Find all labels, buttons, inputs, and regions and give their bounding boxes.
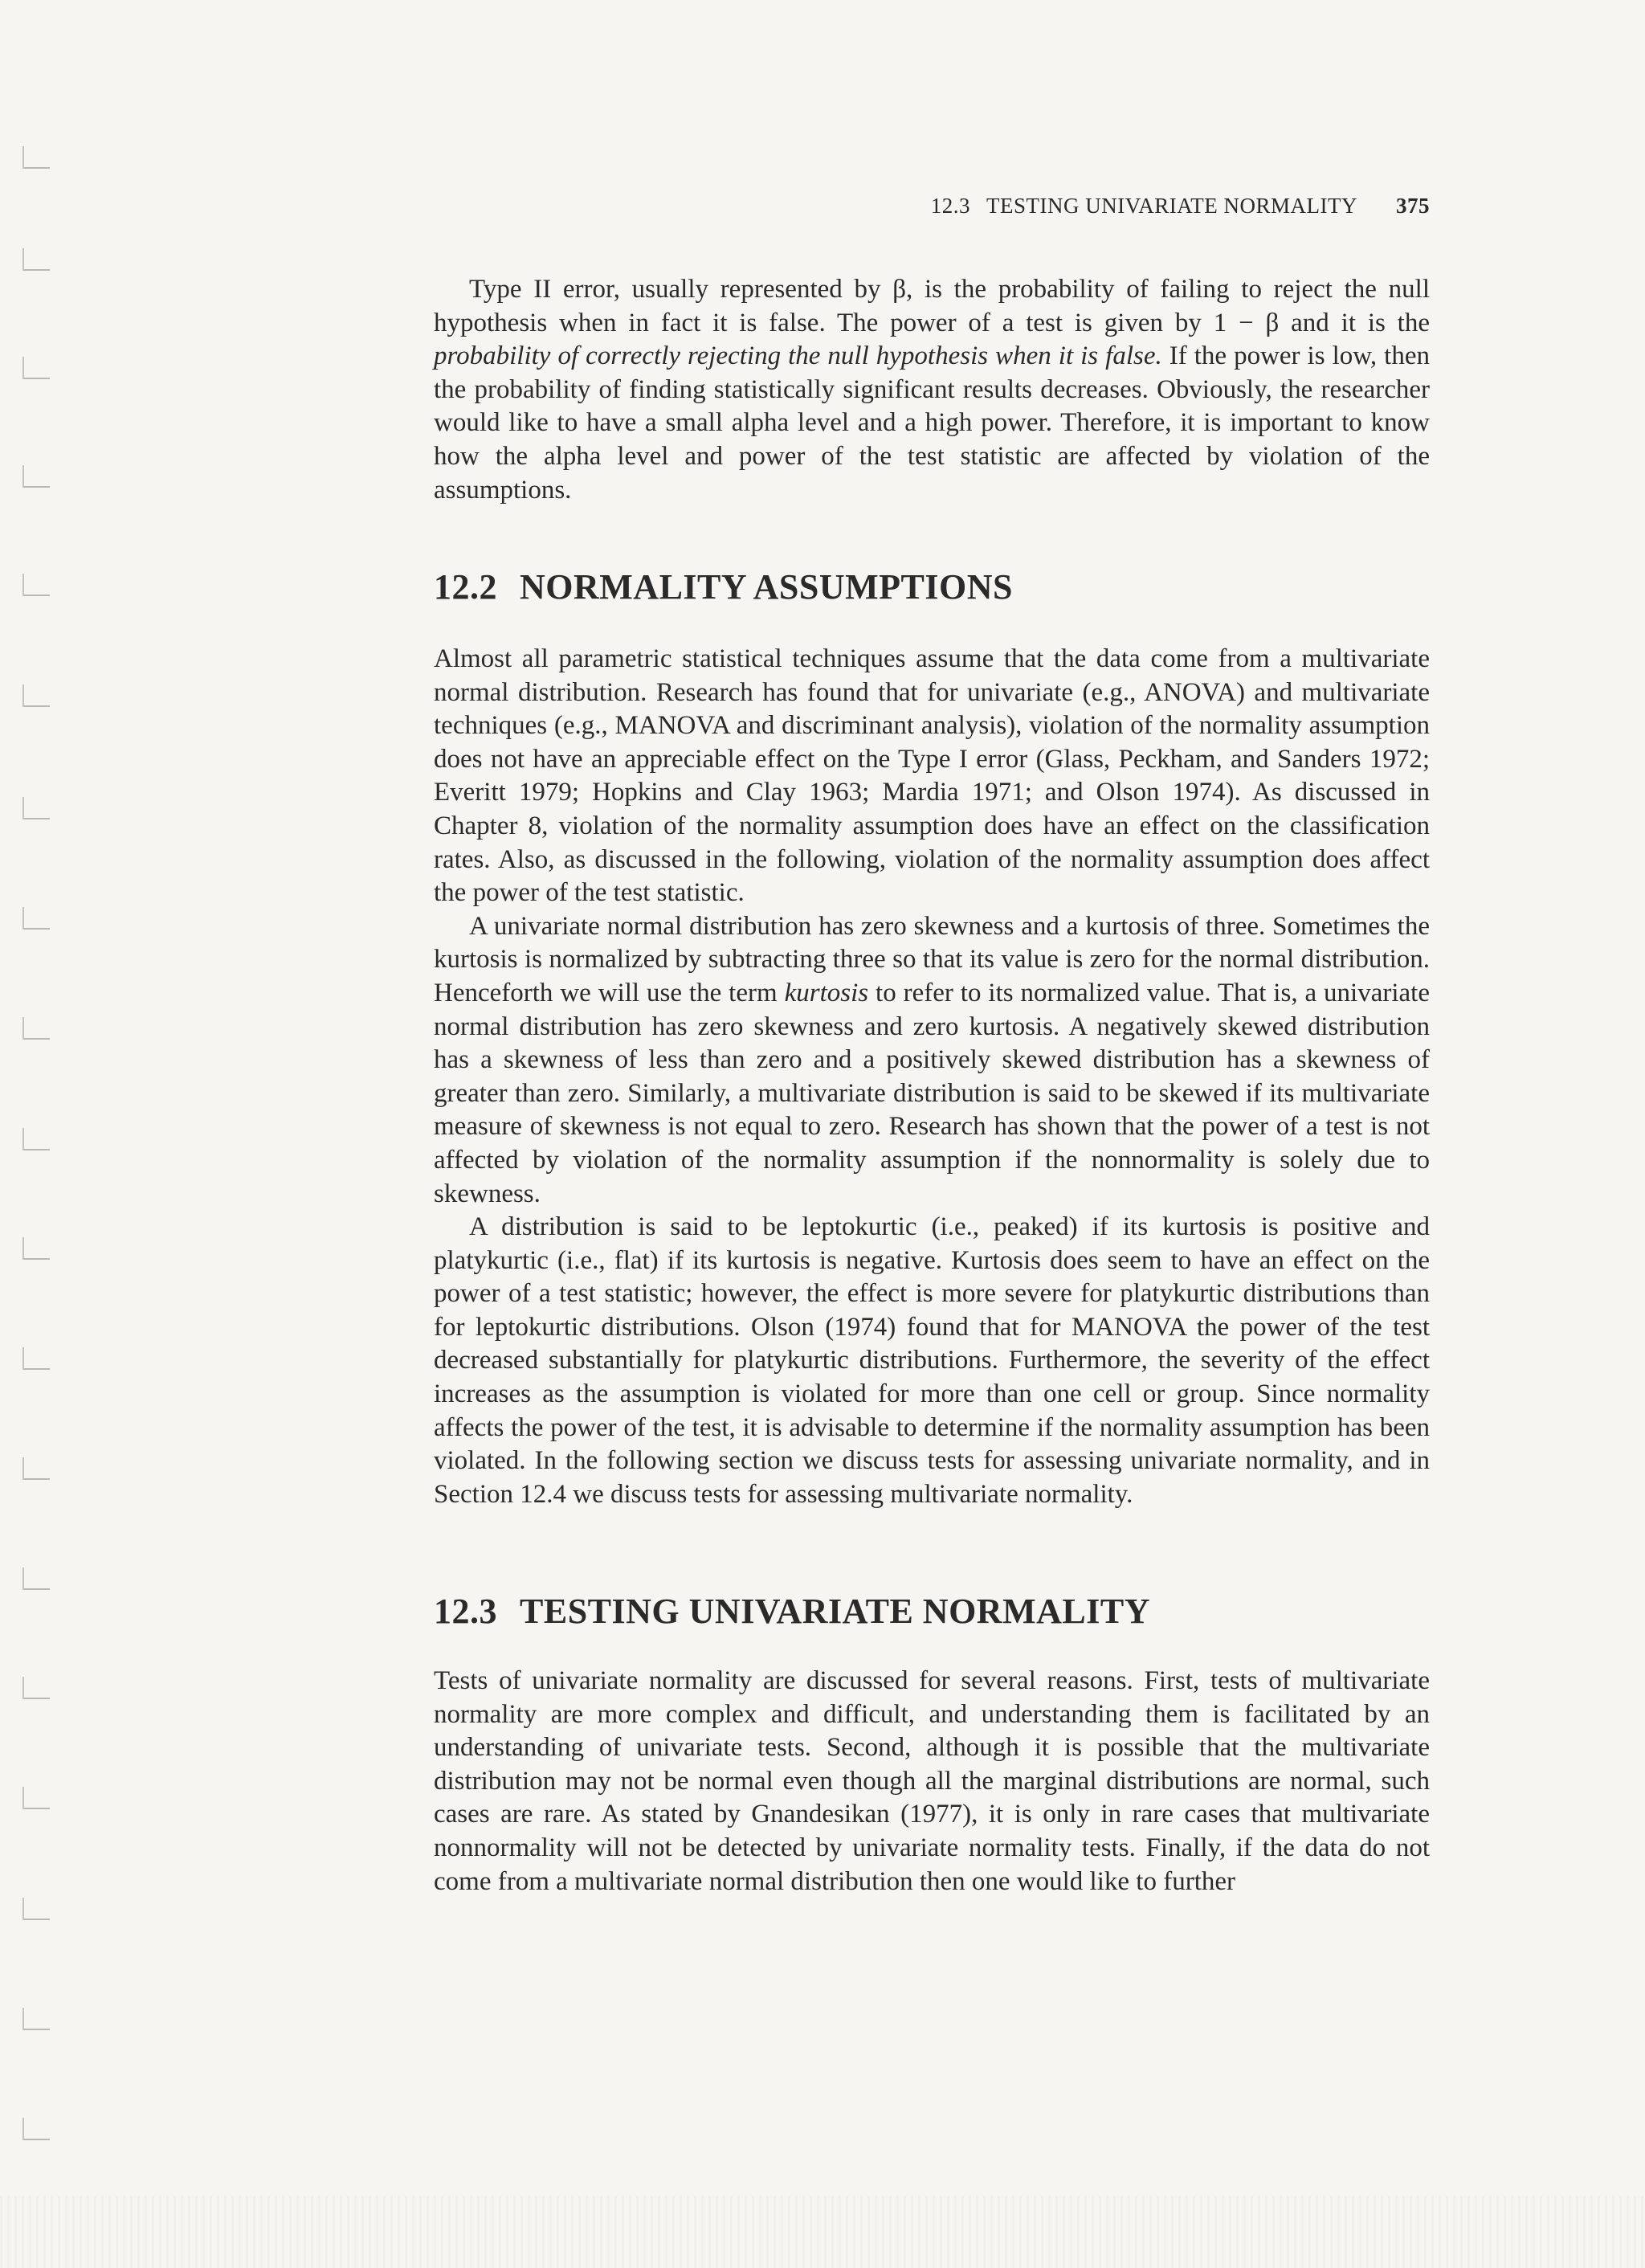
- intro-paragraph: [434, 273, 1430, 507]
- section-12-2-body: [434, 643, 1430, 1511]
- term-kurtosis: kurtosis: [784, 978, 869, 1007]
- running-head-section: 12.3: [930, 194, 971, 218]
- running-head: [434, 194, 1430, 219]
- section-title: NORMALITY ASSUMPTIONS: [520, 567, 1013, 607]
- paragraph: A distribution is said to be leptokurtic (i.e., peaked) if its kurtosis is positive and platykurtic (i.e., flat) if its kurtosis is negative. Kurtosis does seem to have an effect on the power of a test statistic; however, the effect is more severe for platykurtic distributions than for leptokurtic distributions. Olson (1974) found that for MANOVA the power of the test decreased substantially for platykurtic distributions. Furthermore, the severity of the effect increases as the assumption is violated for more than one cell or group. Since normality affects the power of the test, it is advisable to determine if the normality assumption has been violated. In the following section we discuss tests for assessing univariate normality, and in Section 12.4 we discuss tests for assessing multivariate normality.: [434, 1212, 1430, 1509]
- intro-text-2: If the power is low, then the probability of finding statistically significant results decreases. Obviously, the researcher would like to have a small alpha level and a high power. Therefore, it is important to know how the alpha level and power of the test statistic are affected by violation of the assumptions.: [434, 341, 1430, 505]
- binding-edge-marks: [22, 0, 55, 2268]
- paragraph: Almost all parametric statistical techniques assume that the data come from a multivariate normal distribution. Research has found that for univariate (e.g., ANOVA) and multivariate techniques (e.g., MANOVA and discriminant analysis), violation of the normality assumption does not have an appreciable effect on the Type I error (Glass, Peckham, and Sanders 1972; Everitt 1979; Hopkins and Clay 1963; Mardia 1971; and Olson 1974). As discussed in Chapter 8, violation of the normality assumption does have an effect on the classification rates. Also, as discussed in the following, violation of the normality assumption does affect the power of the test statistic.: [434, 644, 1430, 908]
- paragraph: [434, 910, 1430, 1211]
- paragraph: Tests of univariate normality are discussed for several reasons. First, tests of multivariate normality are more complex and difficult, and understanding them is facilitated by an understanding of univariate tests. Second, although it is possible that the multivariate distribution may not be normal even though all the marginal distributions are normal, such cases are rare. As stated by Gnandesikan (1977), it is only in rare cases that multivariate nonnormality will not be detected by univariate normality tests. Finally, if the data do not come from a multivariate normal distribution then one would like to further: [434, 1666, 1430, 1896]
- section-heading-12-2: [434, 566, 1013, 607]
- intro-paragraph-block: [434, 273, 1430, 507]
- page-number: 375: [1396, 194, 1430, 218]
- section-12-3-body: [434, 1665, 1430, 1898]
- running-head-title: TESTING UNIVARIATE NORMALITY: [986, 194, 1357, 218]
- paragraph-text: to refer to its normalized value. That is, a univariate normal distribution has zero skewness and zero kurtosis. A negatively skewed distribution has a skewness of less than zero and a positively skewed distribution has a skewness of greater than zero. Similarly, a multivariate distribution is said to be skewed if its multivariate measure of skewness is not equal to zero. Research has shown that the power of a test is not affected by violation of the normality assumption if the nonnormality is solely due to skewness.: [434, 978, 1430, 1208]
- section-heading-12-3: [434, 1591, 1150, 1632]
- section-number: 12.2: [434, 567, 497, 607]
- paragraph-text: A univariate normal distribution has zero skewness and a kurtosis of three. Sometimes the kurtosis is normalized by subtracting three so that its value is zero for the normal distribution. Henceforth we will use the term: [434, 911, 1430, 1007]
- section-number: 12.3: [434, 1592, 497, 1631]
- section-title: TESTING UNIVARIATE NORMALITY: [520, 1592, 1150, 1631]
- intro-text-1: Type II error, usually represented by β, is the probability of failing to reject the null hypothesis when in fact it is false. The power of a test is given by 1 − β and it is the: [434, 275, 1430, 337]
- scan-noise: [0, 2196, 1645, 2268]
- intro-emphasis: probability of correctly rejecting the null hypothesis when it is false.: [434, 341, 1162, 371]
